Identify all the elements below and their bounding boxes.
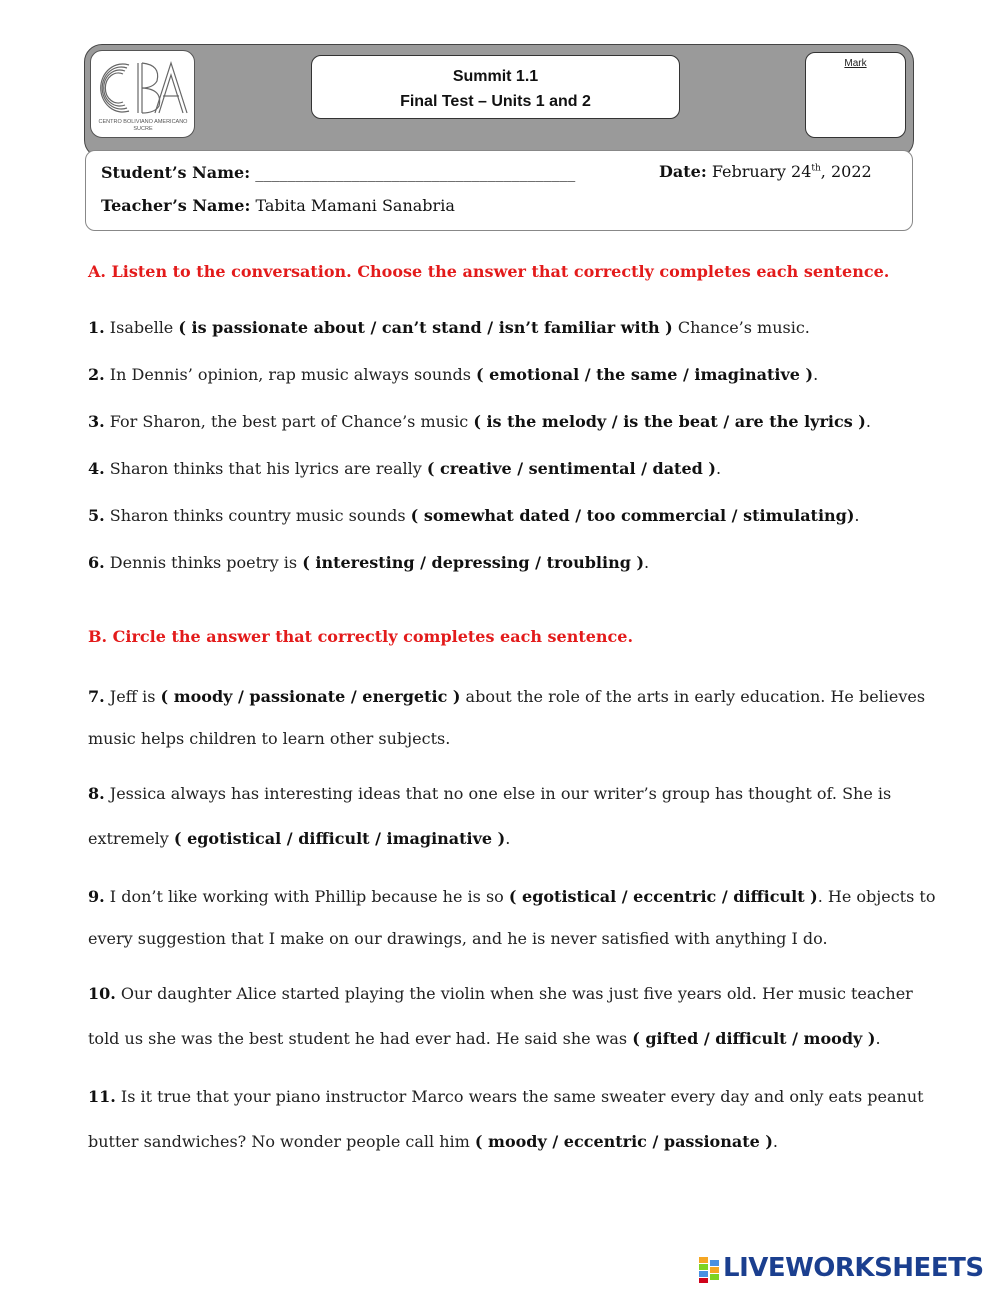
question-5 (88, 506, 860, 525)
date-line (659, 162, 872, 181)
question-text-continued: extremely (88, 829, 174, 848)
question-text: Jessica always has interesting ideas that no one else in our writer’s group has thought of. She is (104, 784, 892, 803)
question-text-end: Chance’s music. (672, 318, 810, 337)
question-text: Isabelle (104, 318, 179, 337)
date-label: Date: (659, 162, 707, 181)
question-6 (88, 553, 649, 572)
question-text-end: . (505, 829, 511, 848)
question-9-line2 (88, 929, 828, 948)
question-number: 6. (88, 553, 105, 572)
question-text: In Dennis’ opinion, rap music always sounds (104, 365, 477, 384)
liveworksheets-wordmark: LIVEWORKSHEETS (723, 1253, 984, 1283)
date-sup: th (811, 163, 821, 174)
title-box (311, 55, 680, 119)
question-text-end: . (875, 1029, 881, 1048)
answer-options[interactable]: ( interesting / depressing / troubling ) (302, 553, 645, 572)
question-number: 8. (88, 784, 105, 803)
question-number: 5. (88, 506, 105, 525)
test-title: Summit 1.1 (452, 68, 539, 85)
answer-options[interactable]: ( moody / eccentric / passionate ) (474, 1132, 773, 1151)
question-10 (88, 984, 913, 1003)
question-9 (88, 887, 935, 906)
question-text-end: . (644, 553, 650, 572)
question-7 (88, 687, 925, 706)
question-text: I don’t like working with Phillip because he is so (104, 887, 509, 906)
teacher-name-line (101, 196, 455, 215)
question-text: For Sharon, the best part of Chance’s music (104, 412, 474, 431)
mark-box[interactable] (805, 52, 906, 138)
answer-options[interactable]: ( moody / passionate / energetic ) (160, 687, 461, 706)
answer-options[interactable]: ( somewhat dated / too commercial / stimulating) (410, 506, 855, 525)
question-text: Sharon thinks country music sounds (104, 506, 411, 525)
teacher-name-value: Tabita Mamani Sanabria (255, 196, 455, 215)
question-2 (88, 365, 818, 384)
svg-text:SUCRE: SUCRE (133, 126, 153, 132)
question-text-continued: music helps children to learn other subjects. (88, 729, 451, 748)
school-logo (90, 50, 195, 138)
mark-label: Mark (844, 58, 867, 69)
question-4 (88, 459, 721, 478)
answer-options[interactable]: ( creative / sentimental / dated ) (426, 459, 716, 478)
question-number: 1. (88, 318, 105, 337)
question-8 (88, 784, 891, 803)
question-10-line2 (88, 1029, 881, 1048)
question-number: 9. (88, 887, 105, 906)
section-a-heading: A. Listen to the conversation. Choose the answer that correctly completes each sentence. (88, 262, 890, 281)
question-text-end: about the role of the arts in early education. He believes (460, 687, 926, 706)
question-text: Jeff is (104, 687, 161, 706)
question-number: 3. (88, 412, 105, 431)
answer-options[interactable]: ( is passionate about / can’t stand / isn’t familiar with ) (178, 318, 673, 337)
question-text-end: . (813, 365, 819, 384)
question-text: Sharon thinks that his lyrics are really (104, 459, 427, 478)
question-text: Our daughter Alice started playing the violin when she was just five years old. Her music teacher (115, 984, 913, 1003)
question-3 (88, 412, 871, 431)
question-number: 11. (88, 1087, 116, 1106)
svg-text:CENTRO BOLIVIANO AMERICANO: CENTRO BOLIVIANO AMERICANO (98, 119, 188, 125)
question-text-end: . He objects to (817, 887, 936, 906)
question-text-continued: told us she was the best student he had ever had. He said she was (88, 1029, 633, 1048)
answer-options[interactable]: ( egotistical / difficult / imaginative ) (173, 829, 506, 848)
teacher-name-label: Teacher’s Name: (101, 196, 251, 215)
student-name-field[interactable]: ________________________________________ (255, 163, 576, 182)
question-text-end: . (865, 412, 871, 431)
question-7-line2 (88, 729, 450, 748)
date-value: February 24 (711, 162, 812, 181)
answer-options[interactable]: ( egotistical / eccentric / difficult ) (508, 887, 818, 906)
liveworksheets-icon (697, 1257, 721, 1283)
answer-options[interactable]: ( emotional / the same / imaginative ) (476, 365, 814, 384)
answer-options[interactable]: ( is the melody / is the beat / are the lyrics ) (473, 412, 866, 431)
student-name-label: Student’s Name: (101, 163, 251, 182)
test-subtitle: Final Test – Units 1 and 2 (400, 93, 591, 110)
question-text: Is it true that your piano instructor Marco wears the same sweater every day and only eats peanut (115, 1087, 924, 1106)
question-number: 2. (88, 365, 105, 384)
question-11 (88, 1087, 924, 1106)
date-year: , 2022 (820, 162, 872, 181)
question-number: 7. (88, 687, 105, 706)
question-text: Dennis thinks poetry is (104, 553, 303, 572)
question-number: 10. (88, 984, 116, 1003)
question-text-continued: every suggestion that I make on our drawings, and he is never satisfied with anything I do. (88, 929, 828, 948)
question-text-end: . (854, 506, 860, 525)
question-8-line2 (88, 829, 510, 848)
question-1 (88, 318, 810, 337)
question-text-continued: butter sandwiches? No wonder people call him (88, 1132, 475, 1151)
question-number: 4. (88, 459, 105, 478)
question-text-end: . (772, 1132, 778, 1151)
question-text-end: . (715, 459, 722, 478)
question-11-line2 (88, 1132, 778, 1151)
answer-options[interactable]: ( gifted / difficult / moody ) (632, 1029, 876, 1048)
section-b-heading: B. Circle the answer that correctly completes each sentence. (88, 627, 634, 646)
student-name-line (101, 163, 575, 182)
